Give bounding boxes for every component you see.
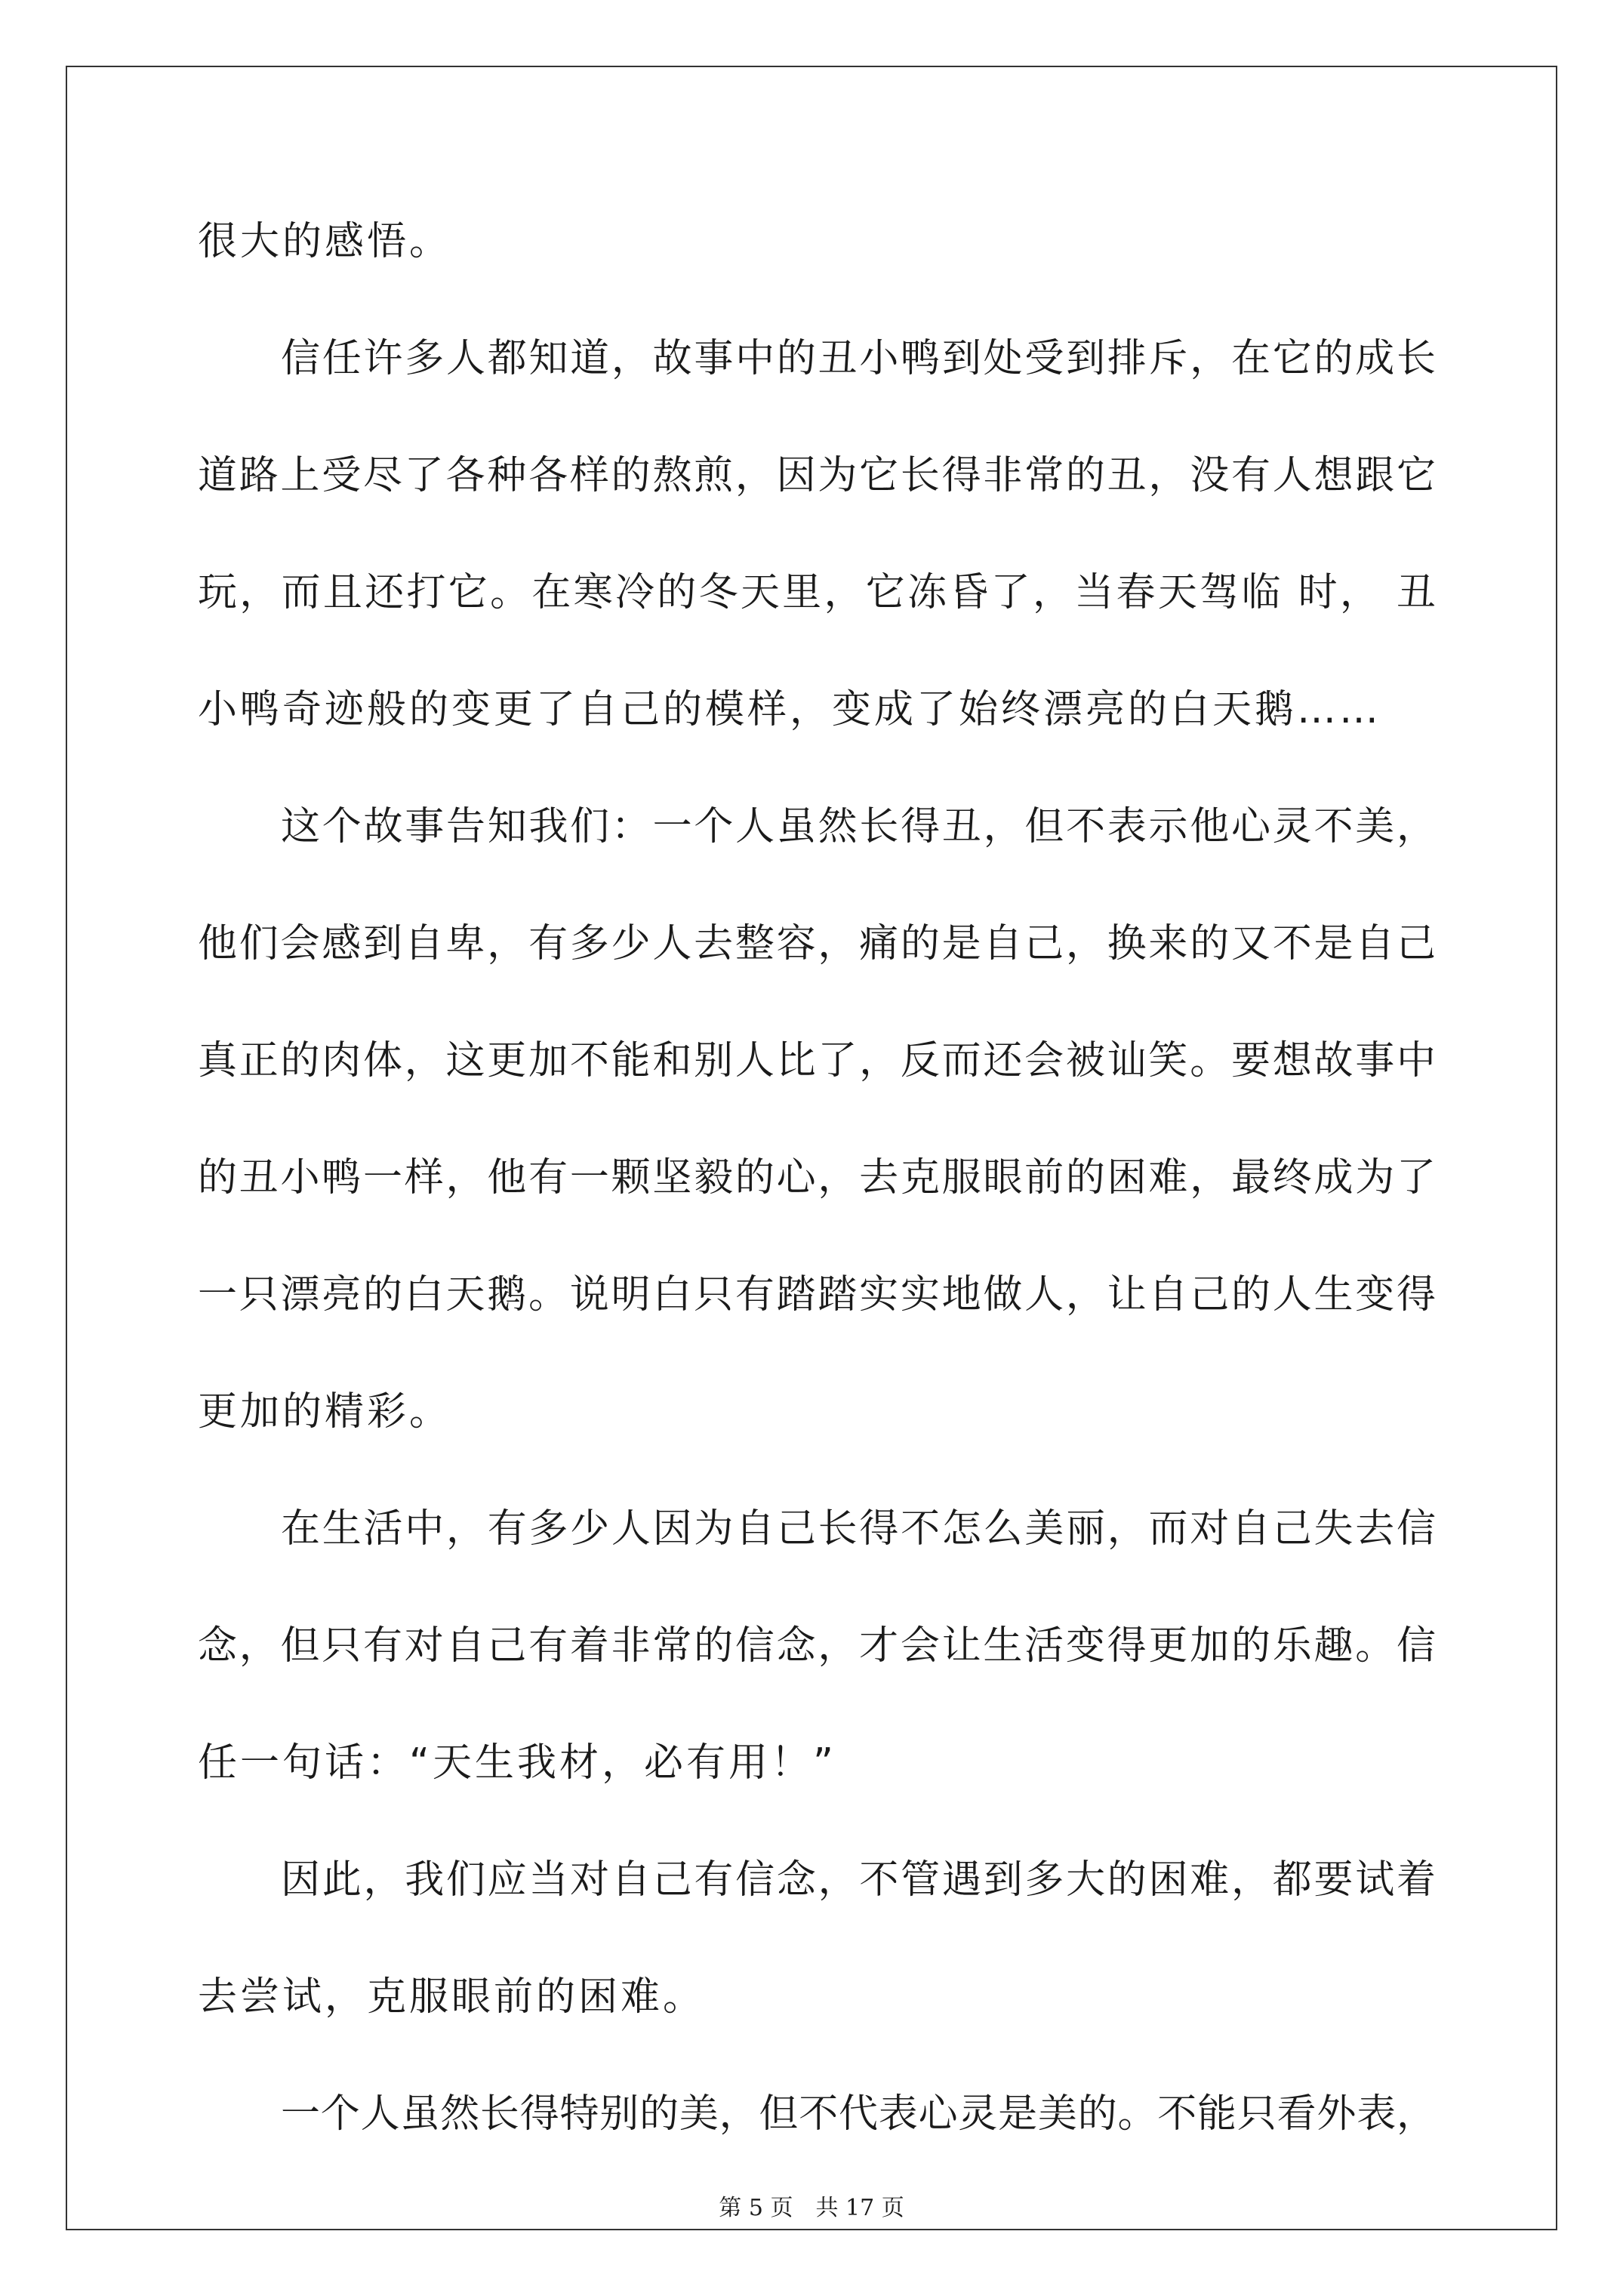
paragraph-line: 很大的感悟。 <box>198 219 452 264</box>
paragraph-line: 他们会感到自卑，有多少人去整容，痛的是自己，换来的又不是自己 <box>198 921 1436 966</box>
paragraph-line: 因此，我们应当对自己有信念，不管遇到多大的困难，都要试着 <box>281 1857 1436 1903</box>
page-footer: 第 5 页 共 17 页 <box>719 2195 904 2221</box>
paragraph-line: 这个故事告知我们：一个人虽然长得丑，但不表示他心灵不美， <box>281 804 1436 849</box>
paragraph-line: 念，但只有对自己有着非常的信念，才会让生活变得更加的乐趣。信 <box>198 1623 1436 1669</box>
paragraph-line: 在生活中，有多少人因为自己长得不怎么美丽，而对自己失去信 <box>281 1506 1436 1552</box>
paragraph-line: 一个人虽然长得特别的美，但不代表心灵是美的。不能只看外表， <box>281 2091 1436 2137</box>
paragraph-line: 任一句话：“天生我材，必有用！” <box>198 1740 836 1786</box>
paragraph-line: 信任许多人都知道，故事中的丑小鸭到处受到排斥，在它的成长 <box>281 336 1436 381</box>
paragraph-line: 玩，而且还打它。在寒冷的冬天里，它冻昏了，当春天驾临 时， 丑 <box>198 570 1436 615</box>
paragraph-line: 小鸭奇迹般的变更了自己的模样，变成了始终漂亮的白天鹅…… <box>198 687 1382 732</box>
paragraph-line: 真正的肉体，这更加不能和别人比了，反而还会被讪笑。要想故事中 <box>198 1038 1436 1083</box>
paragraph-line: 道路上受尽了各种各样的熬煎，因为它长得非常的丑，没有人想跟它 <box>198 453 1436 498</box>
paragraph-line: 一只漂亮的白天鹅。说明白只有踏踏实实地做人，让自己的人生变得 <box>198 1272 1436 1318</box>
paragraph-line: 更加的精彩。 <box>198 1389 452 1435</box>
paragraph-line: 去尝试，克服眼前的困难。 <box>198 1974 706 2020</box>
paragraph-line: 的丑小鸭一样，他有一颗坚毅的心，去克服眼前的困难，最终成为了 <box>198 1155 1436 1200</box>
